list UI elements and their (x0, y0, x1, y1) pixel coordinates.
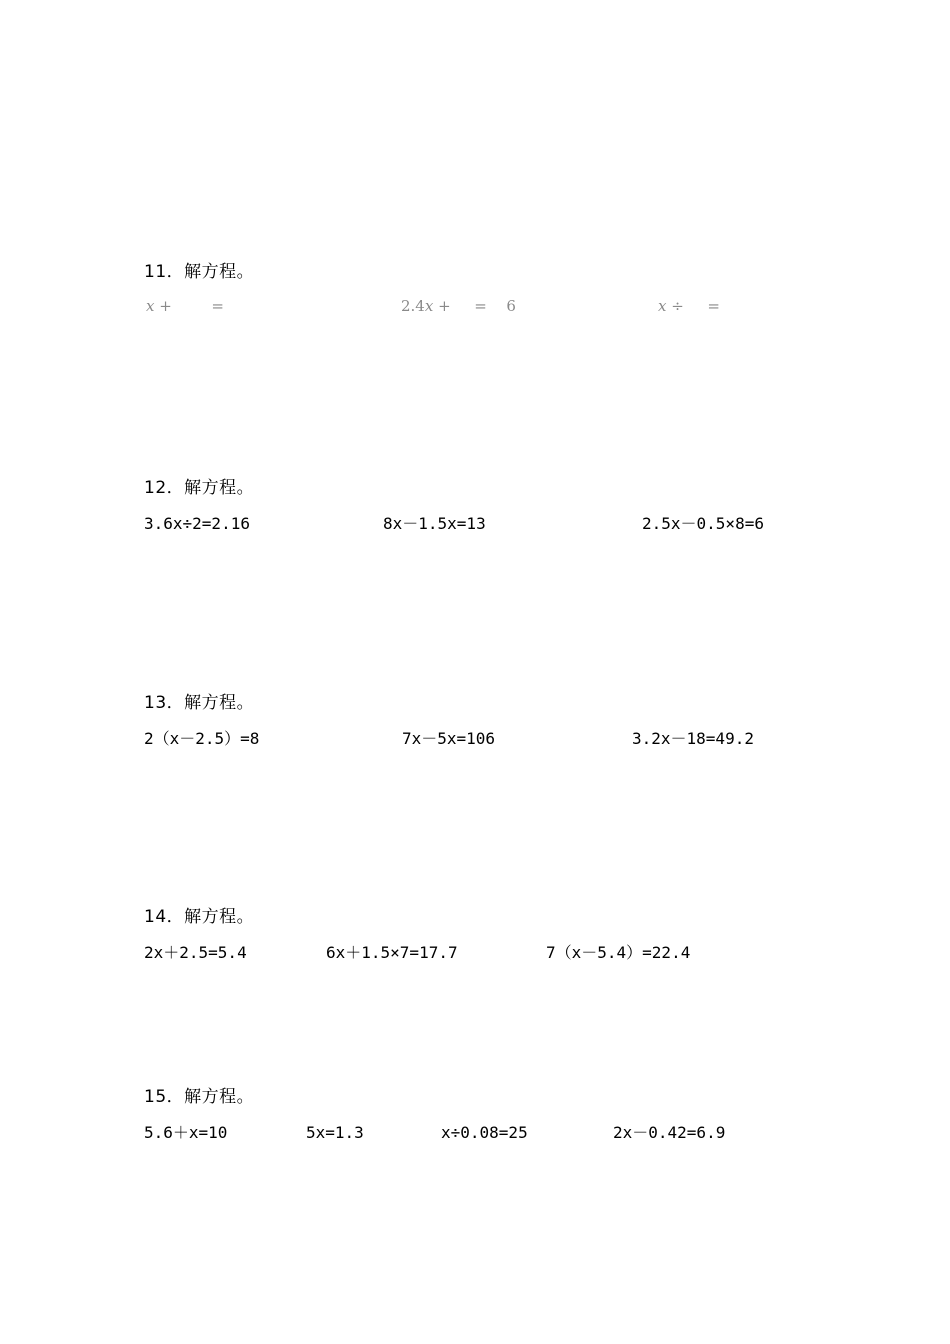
equation: 2x－0.42=6.9 (613, 1123, 726, 1142)
equation: 2（x－2.5）=8 (144, 729, 260, 748)
equation: 3.6x÷2=2.16 (144, 514, 250, 533)
equation-variable: x (658, 297, 667, 315)
problem-heading: 14．解方程。 (144, 907, 255, 927)
equation-variable: x (146, 297, 155, 315)
equation-operator: = (707, 297, 720, 315)
equation: 2.5x－0.5×8=6 (642, 514, 764, 533)
equation: x÷0.08=25 (441, 1123, 528, 1142)
equation-rhs: 6 (506, 297, 516, 315)
equation (401, 296, 516, 316)
equation: 5x=1.3 (306, 1123, 364, 1142)
equation: 3.2x－18=49.2 (632, 729, 754, 748)
equation-operator: = (474, 297, 487, 315)
equation: 7x－5x=106 (402, 729, 496, 748)
equation-operator: + (438, 297, 451, 315)
equation: 8x－1.5x=13 (383, 514, 486, 533)
equation: 2x＋2.5=5.4 (144, 943, 247, 962)
equation-coefficient: 2.4 (401, 297, 425, 315)
problem-heading: 15．解方程。 (144, 1087, 255, 1107)
equation-variable: x (424, 297, 434, 315)
equation: 5.6＋x=10 (144, 1123, 228, 1142)
problem-heading: 12．解方程。 (144, 478, 255, 498)
equation: 7（x－5.4）=22.4 (546, 943, 691, 962)
equation (146, 296, 224, 316)
equation-operator: = (211, 297, 224, 315)
equation-operator: + (159, 297, 172, 315)
equation (658, 296, 720, 316)
problem-heading: 13．解方程。 (144, 693, 255, 713)
problem-heading: 11．解方程。 (144, 262, 255, 282)
equation: 6x＋1.5×7=17.7 (326, 943, 458, 962)
equation-operator: ÷ (671, 297, 684, 315)
